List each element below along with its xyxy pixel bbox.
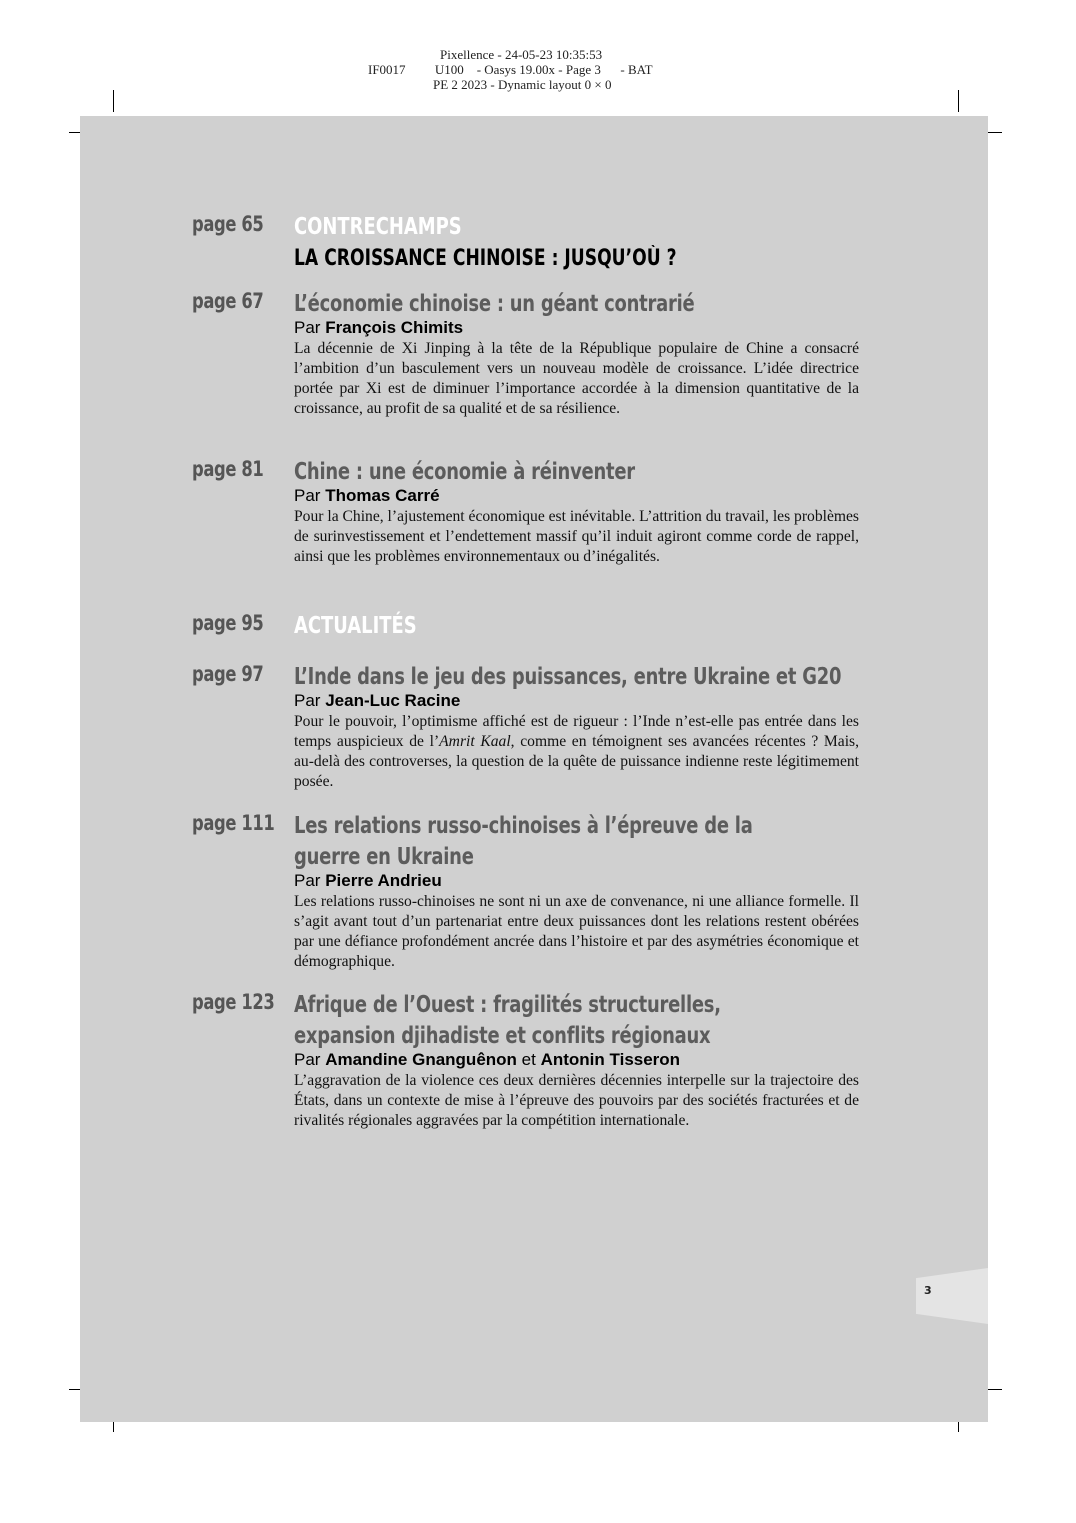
page-number: page 97 bbox=[192, 662, 264, 686]
section-heading: ACTUALITÉS bbox=[294, 613, 417, 639]
author-name: Antonin Tisseron bbox=[540, 1050, 681, 1069]
author-name: Thomas Carré bbox=[325, 486, 440, 505]
byline bbox=[294, 318, 859, 338]
page-folio: 3 bbox=[924, 1284, 932, 1297]
slug-line-2 bbox=[368, 63, 653, 78]
byline-prefix: Par bbox=[294, 486, 321, 505]
author-name: Jean-Luc Racine bbox=[325, 691, 461, 710]
article-title: L’économie chinoise : un géant contrarié bbox=[294, 291, 695, 317]
crop-mark bbox=[958, 90, 959, 112]
page-number: page 123 bbox=[192, 990, 275, 1014]
slug-line-1: Pixellence - 24-05-23 10:35:53 bbox=[440, 47, 603, 62]
section-heading: CONTRECHAMPS bbox=[294, 214, 462, 240]
article-abstract: Pour le pouvoir, l’optimisme affiché est de rigueur : l’Inde n’est-elle pas entrée dans les temps auspicieux de l’Amrit Kaal, comme en témoignent ses avancées récentes ? Mais, au-delà des controverses, la question de la quête de puissance indienne reste légitimement posée. bbox=[294, 713, 860, 790]
crop-mark bbox=[113, 90, 114, 112]
slug-job-info: U100 - Oasys 19.00x - Page 3 - BAT bbox=[434, 62, 653, 77]
article-title: Les relations russo-chinoises à l’épreuve de la guerre en Ukraine bbox=[294, 813, 753, 870]
byline-prefix: Par bbox=[294, 1050, 321, 1069]
article-title: L’Inde dans le jeu des puissances, entre Ukraine et G20 bbox=[294, 664, 842, 690]
byline-prefix: Par bbox=[294, 318, 321, 337]
article-title: Afrique de l’Ouest : fragilités structurelles, expansion djihadiste et conflits régionaux bbox=[294, 992, 721, 1049]
author-name: Amandine Gnanguênon bbox=[325, 1050, 517, 1069]
page-number: page 81 bbox=[192, 457, 264, 481]
slug-line-3: PE 2 2023 - Dynamic layout 0 × 0 bbox=[433, 77, 612, 92]
article-abstract: Les relations russo-chinoises ne sont ni un axe de convenance, ni une alliance formelle. Il s’agit avant tout d’un partenariat entre deux puissances dont les relations restent obérées par une défiance profondément ancrée dans l’histoire et par des asymétries économique et démographique. bbox=[294, 893, 859, 970]
article-abstract: Pour la Chine, l’ajustement économique est inévitable. L’attrition du travail, les problèmes de surinvestissement et l’endettement massif qu’il induit agiront comme corde de rappel, ainsi que les problèmes environnementaux ou d’inégalités. bbox=[294, 508, 859, 565]
page-number: page 95 bbox=[192, 611, 264, 635]
author-name: François Chimits bbox=[325, 318, 464, 337]
byline-prefix: Par bbox=[294, 871, 321, 890]
byline-conjunction: et bbox=[521, 1050, 536, 1069]
page-number: page 111 bbox=[192, 811, 275, 835]
slug-job-id: IF0017 bbox=[368, 62, 406, 77]
article-abstract: L’aggravation de la violence ces deux dernières décennies interpelle sur la trajectoire des États, dans un contexte de mise à l’épreuve des pouvoirs par des sociétés fracturées et de rivalités régionales aggravées par la compétition internationale. bbox=[294, 1072, 859, 1129]
page-sheet bbox=[80, 116, 988, 1422]
byline bbox=[294, 691, 859, 711]
abstract-emphasis: Amrit Kaal bbox=[439, 733, 511, 750]
article-abstract: La décennie de Xi Jinping à la tête de la République populaire de Chine a consacré l’ambition d’un basculement vers un nouveau modèle de croissance. L’idée directrice portée par Xi est de diminuer l’importance accordée à la dimension quantitative de la croissance, au profit de sa qualité et de sa résilience. bbox=[294, 340, 859, 417]
byline-prefix: Par bbox=[294, 691, 321, 710]
page-number: page 65 bbox=[192, 212, 264, 236]
page-number: page 67 bbox=[192, 289, 264, 313]
byline bbox=[294, 871, 859, 891]
byline bbox=[294, 486, 859, 506]
section-subtitle: LA CROISSANCE CHINOISE : JUSQU’OÙ ? bbox=[294, 246, 677, 271]
byline bbox=[294, 1050, 859, 1070]
author-name: Pierre Andrieu bbox=[325, 871, 442, 890]
article-title: Chine : une économie à réinventer bbox=[294, 459, 635, 485]
